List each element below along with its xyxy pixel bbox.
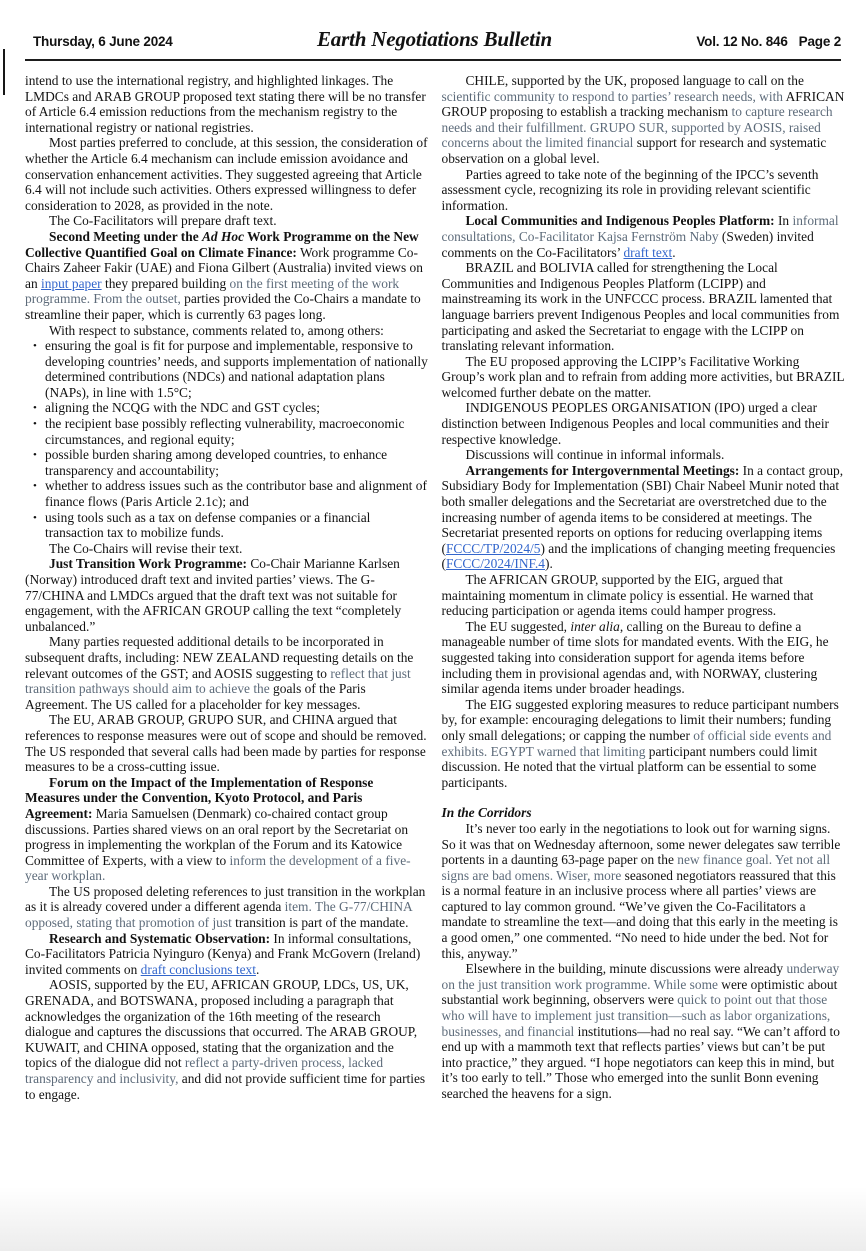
section-arrangements-intergovernmental-meetings <box>442 463 846 572</box>
text-run: using tools such as a tax on defense companies or a financial transaction tax to mobilize funds. <box>45 509 371 541</box>
paragraph <box>442 167 846 214</box>
text-run: BRAZIL and BOLIVIA called for strengthening the Local Communities and Indigenous Peoples Platform (LCIPP) and mainstreaming its work in the UNFCCC process. BRAZIL lamented that language barriers prevent Indigenous Peoples and local communities from participating and asked the Secretariat to engage with the LCIPP on translating relevant information. <box>441 260 840 354</box>
header <box>33 27 841 52</box>
text-run: The EU, ARAB GROUP, GRUPO SUR, and CHINA argued that references to response measures were out of scope and should be removed. The US responded that several calls had been made by parties for response measures to be a cross-cutting issue. <box>25 712 427 775</box>
bullet-icon: • <box>33 449 37 462</box>
bullet-item <box>25 416 429 447</box>
section-lcipp <box>442 213 846 260</box>
text-run: With respect to substance, comments related to, among others: <box>49 322 384 338</box>
bold-text-run: Research and Systematic Observation: <box>49 930 271 946</box>
paragraph <box>442 821 846 961</box>
text-run: parties provided the Co-Chairs a mandate to streamline their paper, which is currently 63 pages long. <box>25 291 421 322</box>
text-run: In <box>774 213 793 229</box>
right-column <box>442 73 846 1102</box>
bold-text-run: Second Meeting under the <box>49 228 202 244</box>
text-run: they prepared building <box>101 275 230 291</box>
volume-number: Vol. 12 No. 846 <box>696 34 788 49</box>
paragraph <box>442 619 846 697</box>
bold-text-run: Just Transition Work Programme: <box>49 556 248 572</box>
text-run: Elsewhere in the building, minute discussions were already <box>465 961 787 977</box>
text-run: new finance goal. Yet not all signs are bad omens. Wiser, more <box>441 852 831 883</box>
text-run: ) and the implications of changing meeting frequencies ( <box>441 540 836 572</box>
bullet-icon: • <box>33 402 37 415</box>
fccc-2024-inf4-link[interactable]: FCCC/2024/INF.4 <box>445 556 545 572</box>
paragraph <box>25 323 429 339</box>
bullet-icon: • <box>33 418 37 431</box>
text-run: The US proposed deleting references to just transition in the workplan as it is already covered under a different agenda <box>25 883 426 915</box>
text-run: reflect that just transition pathways should aim to achieve the <box>25 665 411 697</box>
text-run: seasoned negotiators reassured that this is a normal feature in an inclusive process where all parties’ views are captured to lay common ground. “We’ve given the Co-Facilitators a mandate to streamline the text—and doing that this early in the meeting is a good omen,” one commented. “No need to hide under the bed. Not for this, anyway.” <box>441 867 838 961</box>
text-run: possible burden sharing among developed countries, to enhance transparency and accountability; <box>45 447 388 478</box>
text-run: Parties agreed to take note of the beginning of the IPCC’s seventh assessment cycle, recognizing its role in providing relevant scientific information. <box>441 166 819 213</box>
paragraph <box>442 260 846 354</box>
text-run: The EU suggested, <box>465 618 571 634</box>
section-forum-response-measures <box>25 775 429 884</box>
text-run: INDIGENOUS PEOPLES ORGANISATION (IPO) urged a clear distinction between Indigenous Peoples and local communities and their respective knowledge. <box>441 400 829 447</box>
bold-text-run: Arrangements for Intergovernmental Meetings: <box>465 462 740 478</box>
bulletin-page <box>0 27 866 1251</box>
text-run: whether to address issues such as the contributor base and alignment of finance flows (Paris Article 2.1c); and <box>45 478 427 510</box>
paragraph <box>442 447 846 463</box>
paragraph <box>442 961 846 1101</box>
text-run: participant numbers could limit discussion. He noted that the virtual platform can be essential to some participants. <box>441 743 818 790</box>
text-run: item. The G-77/CHINA opposed, stating that promotion of just <box>25 899 412 931</box>
text-run: ). <box>544 556 553 572</box>
text-run: aligning the NCQG with the NDC and GST cycles; <box>45 400 320 416</box>
bold-text-run: Forum on the Impact of the Implementation of Response Measures under the Convention, Kyoto Protocol, and Paris Agreement: <box>25 774 374 821</box>
text-run: The Co-Chairs will revise their text. <box>49 540 243 556</box>
text-run: (Sweden) invited comments on the Co-Facilitators’ <box>441 228 814 260</box>
paragraph <box>442 73 846 167</box>
text-run: inter alia <box>570 618 620 634</box>
fccc-tp-2024-5-link[interactable]: FCCC/TP/2024/5 <box>445 540 541 556</box>
text-run: The Co-Facilitators will prepare draft text. <box>49 213 277 229</box>
text-run: AOSIS, supported by the EU, AFRICAN GROUP, LDCs, US, UK, GRENADA, and BOTSWANA, proposed including a paragraph that acknowledges the organization of the 16th meeting of the research dialogue and captures the discussions that occurred. The ARAB GROUP, KUWAIT, and CHINA opposed, stating that the organization and the topics of the dialogue did not <box>25 977 418 1071</box>
text-run: Maria Samuelsen (Denmark) co-chaired contact group discussions. Parties shared views on an oral report by the Secretariat on progress in implementing the workplan of the Forum and its Katowice Committee of Experts, with a view to <box>25 805 409 868</box>
section-second-meeting-ncqg <box>25 229 429 323</box>
text-run: Discussions will continue in informal informals. <box>465 447 725 463</box>
text-run: ensuring the goal is fit for purpose and implementable, responsive to developing countries’ needs, and supports implementation of nationally determined contributions (NDCs) and national adaptation plans (NAPs), in line with 1.5°C; <box>45 338 428 400</box>
text-run: of official side events and exhibits. EGYPT warned that limiting <box>441 727 832 759</box>
paragraph <box>25 135 429 213</box>
text-run: inform the development of a five-year workplan. <box>25 852 411 884</box>
paragraph <box>25 73 429 135</box>
bullet-item <box>25 478 429 509</box>
section-research-systematic-observation <box>25 931 429 978</box>
text-run: CHILE, supported by the UK, proposed language to call on the <box>465 73 804 88</box>
text-run: were optimistic about substantial work beginning, observers were <box>441 976 838 1008</box>
input-paper-link[interactable]: input paper <box>41 275 102 291</box>
left-column <box>25 73 429 1102</box>
text-run: The EU proposed approving the LCIPP’s Facilitative Working Group’s work plan and to refrain from adding more activities, but BRAZIL welcomed further debate on the matter. <box>441 353 845 400</box>
paragraph <box>25 712 429 774</box>
text-run: support for research and systematic observation on a global level. <box>441 135 827 166</box>
text-run: quick to point out that those who will have to implement just transition—such as labor organizations, businesses, and financial <box>441 992 831 1039</box>
text-run: and did not provide sufficient time for parties to engage. <box>25 1071 426 1102</box>
text-run: Many parties requested additional details to be incorporated in subsequent drafts, including: NEW ZEALAND requesting details on the relevant outcomes of the GST; and AOSIS suggesting to <box>25 634 414 681</box>
newsletter-title: Earth Negotiations Bulletin <box>317 27 552 51</box>
text-run: underway on the just transition work programme. While some <box>441 961 840 992</box>
text-run: AFRICAN GROUP proposing to establish a tracking mechanism <box>441 88 845 120</box>
header-date: Thursday, 6 June 2024 <box>33 34 173 49</box>
paragraph <box>442 697 846 791</box>
paragraph <box>25 884 429 931</box>
draft-text-link[interactable]: draft text <box>623 244 673 260</box>
paragraph <box>442 400 846 447</box>
text-run: The EIG suggested exploring measures to reduce participant numbers by, for example: encouraging delegations to limit their numbers; funding only small delegations; or capping the number <box>441 696 839 743</box>
paragraph <box>442 354 846 401</box>
paragraph <box>25 541 429 557</box>
bold-text-run: Work Programme on the New Collective Quantified Goal on Climate Finance: <box>25 228 419 260</box>
text-run: scientific community to respond to parties’ research needs, with <box>441 88 786 104</box>
bullet-icon: • <box>33 340 37 353</box>
text-run: on the first meeting of the work programme. From the outset, <box>25 275 400 307</box>
bullet-item <box>25 400 429 416</box>
text-run: to capture research needs and their fulfillment. GRUPO SUR, supported by AOSIS, raised concerns about the limited financial <box>441 104 833 151</box>
text-run: . <box>255 961 260 977</box>
bullet-icon: • <box>33 480 37 493</box>
text-run: transition is part of the mandate. <box>235 915 409 931</box>
paragraph <box>25 634 429 712</box>
page-number: Page 2 <box>798 34 841 49</box>
text-run: reflect a party-driven process, lacked transparency and inclusivity, <box>25 1055 384 1086</box>
text-run: It’s never too early in the negotiations to look out for warning signs. So it was that on Wednesday afternoon, some newer delegates saw terrible portents in a daunting 63-page paper on the <box>441 820 841 868</box>
text-run: Co-Chair Marianne Karlsen (Norway) introduced draft text and invited parties’ views. The G-77/CHINA and LMDCs argued that the draft text was not suitable for engagement, with the AFRICAN GROUP calling the text “completely unbalanced.” <box>25 556 402 634</box>
bullet-item <box>25 510 429 541</box>
text-run: Most parties preferred to conclude, at this session, the consideration of whether the Article 6.4 mechanism can include emission avoidance and conservation enhancement activities. They suggested agreeing that Article 6.4 will not include such activities. Others expressed willingness to defer consideration to 2028, as provided in the note. <box>25 135 428 213</box>
text-run: . <box>672 244 676 260</box>
page-edge-line <box>3 49 5 95</box>
bold-text-run: Ad Hoc <box>202 228 245 244</box>
article-body <box>0 61 866 1102</box>
bold-text-run: Local Communities and Indigenous Peoples Platform: <box>465 213 775 229</box>
header-issue <box>696 34 841 49</box>
text-run: In the Corridors <box>441 805 532 821</box>
paragraph <box>25 213 429 229</box>
draft-conclusions-text-link[interactable]: draft conclusions text <box>140 961 256 977</box>
text-run: intend to use the international registry, and highlighted linkages. The LMDCs and ARAB GROUP proposed text stating there will be no transfer of Article 6.4 emission reductions from the mechanism registry to the international registry or national registries. <box>25 73 426 135</box>
text-run: Work programme Co-Chairs Zaheer Fakir (UAE) and Fiona Gilbert (Australia) invited views on an <box>25 244 423 291</box>
text-run: , calling on the Bureau to define a manageable number of time slots for mandated events. With the EIG, he suggested taking into consideration support for agenda items before including them in provisional agendas and, with NORWAY, clustering similar agenda items under broader headings. <box>441 618 829 697</box>
text-run: In a contact group, Subsidiary Body for Implementation (SBI) Chair Nabeel Munir noted that both smaller delegations and the Secretariat are overstretched due to the increasing number of agenda items to be considered at meetings. The Secretariat presented reports on options for reducing overlapping items ( <box>441 462 844 556</box>
bullet-item <box>25 338 429 400</box>
text-run: the recipient base possibly reflecting vulnerability, macroeconomic circumstances, and regional equity; <box>45 416 405 447</box>
paragraph <box>442 572 846 619</box>
text-run: goals of the Paris Agreement. The US called for a placeholder for key messages. <box>25 681 366 712</box>
bullet-icon: • <box>33 511 37 524</box>
text-run: institutions—had no real say. “We can’t afford to end up with a mammoth text that reflects parties’ views but can’t be put into practice,” they argued. “I hope negotiators can keep this in mind, but it’s too early to tell.” Those who emerged into the sunlit Bonn evening searched the heavens for a sign. <box>441 1023 840 1101</box>
text-run: In informal consultations, Co-Facilitators Patricia Nyinguro (Kenya) and Frank McGovern (Ireland) invited comments on <box>25 930 421 977</box>
section-just-transition <box>25 556 429 634</box>
in-the-corridors-heading <box>442 805 846 821</box>
text-run: The AFRICAN GROUP, supported by the EIG, argued that maintaining momentum in climate policy is essential. He warned that reducing participation or agenda items could hamper progress. <box>441 572 814 619</box>
text-run: informal consultations, Co-Facilitator Kajsa Fernström Naby <box>441 213 839 244</box>
bullet-item <box>25 447 429 478</box>
paragraph <box>25 977 429 1102</box>
